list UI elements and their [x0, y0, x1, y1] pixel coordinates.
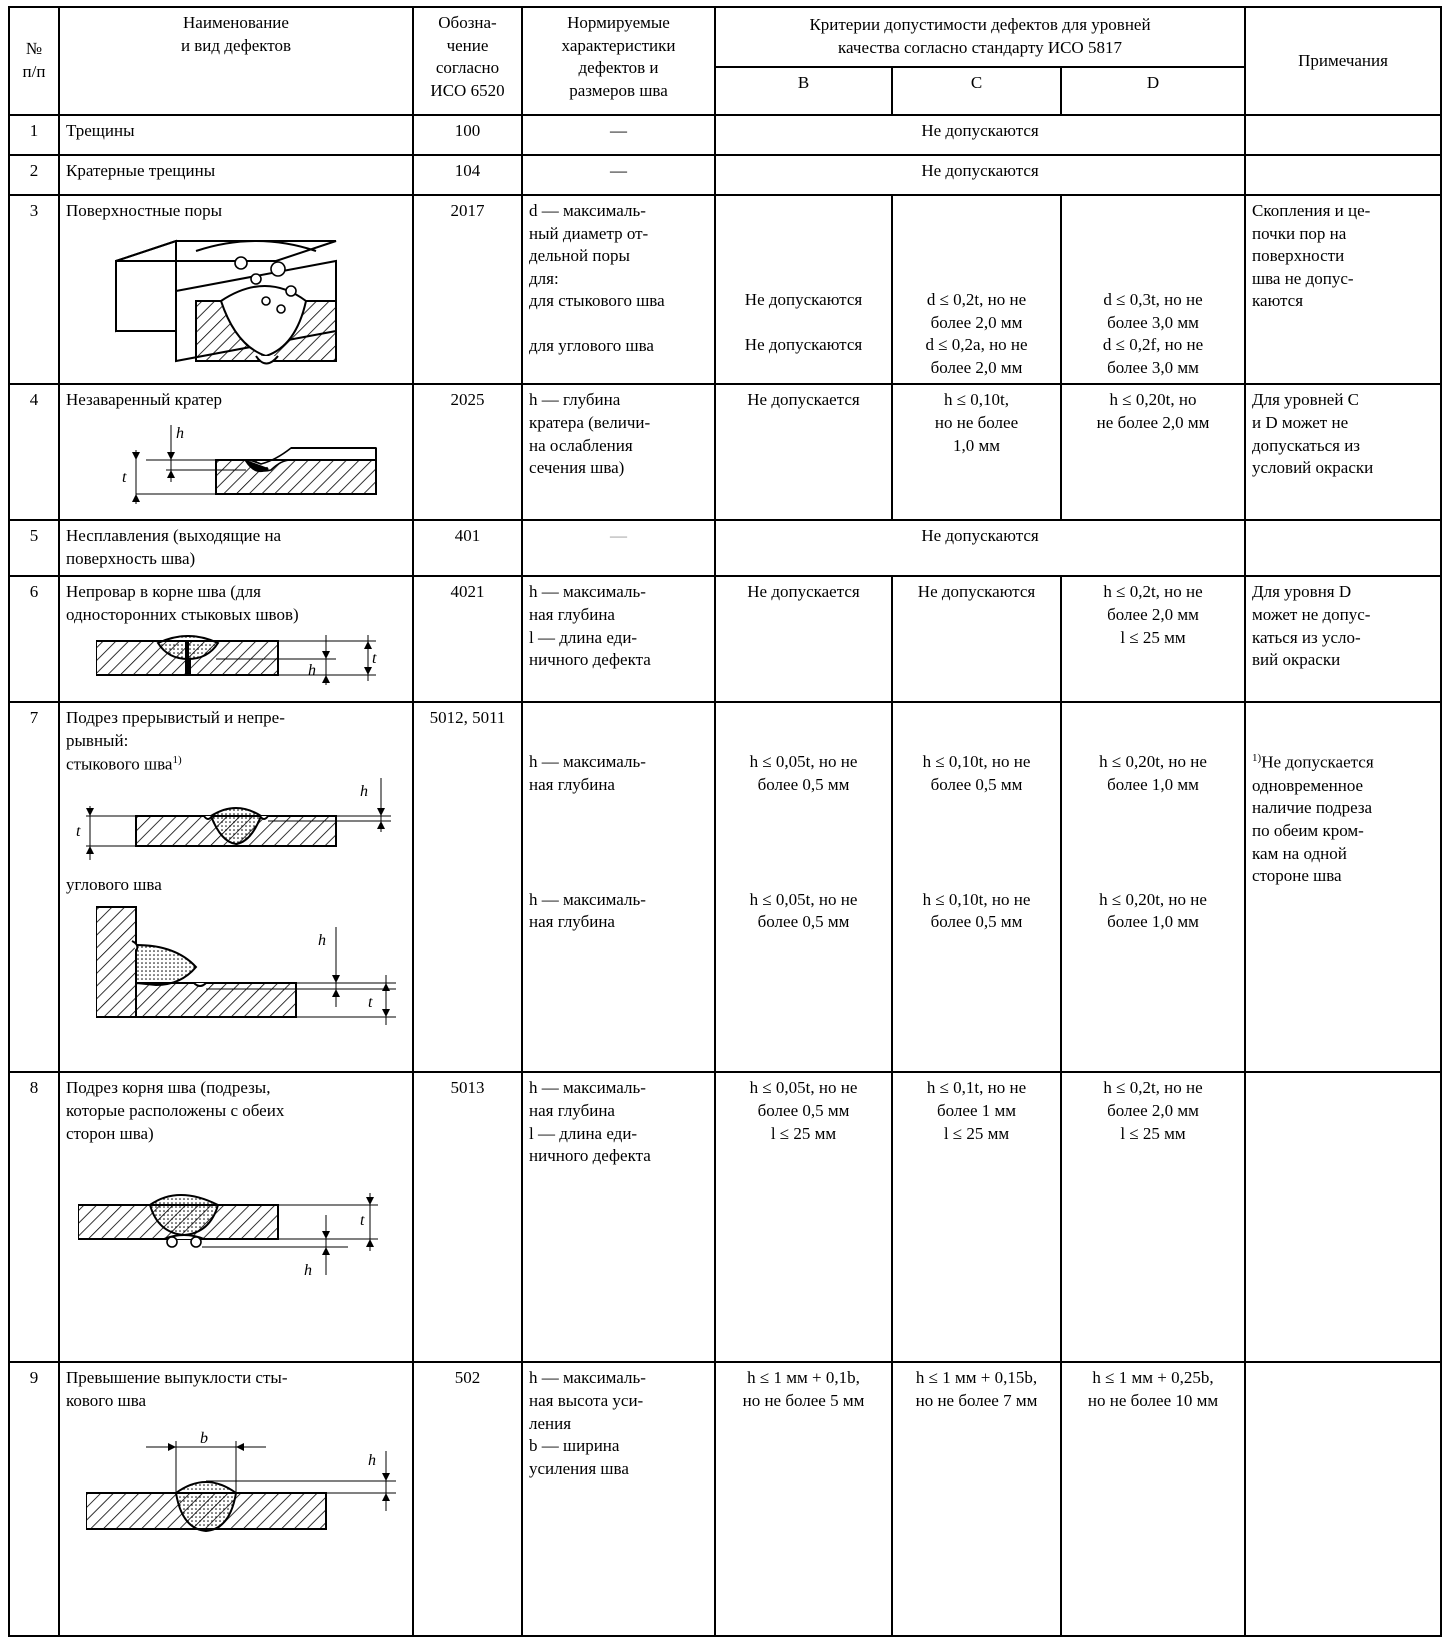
level-d: h ≤ 1 мм + 0,25b, но не более 10 мм — [1061, 1362, 1245, 1636]
row-norm: h — максималь- ная высота уси- ления b — ширина усиления шва — [522, 1362, 715, 1636]
row-name-text: Подрез корня шва (подрезы, которые расположены с обеих сторон шва) — [66, 1078, 285, 1143]
level-b: Не допускается — [715, 384, 892, 520]
row-name — [59, 702, 413, 1072]
level-d — [1061, 702, 1245, 1072]
row-num: 9 — [9, 1362, 59, 1636]
level-c-fillet: h ≤ 0,10t, но не более 0,5 мм — [922, 889, 1031, 932]
table-row — [9, 702, 1441, 1072]
header-num: № п/п — [9, 7, 59, 115]
level-d-butt: d ≤ 0,3t, но не более 3,0 мм — [1103, 290, 1203, 332]
row-name — [59, 195, 413, 384]
row-name-text: Превышение выпуклости сты- кового шва — [66, 1368, 288, 1411]
header-level-d: D — [1061, 67, 1245, 115]
row-name: Несплавления (выходящие на поверхность шва) — [59, 520, 413, 576]
level-c: h ≤ 1 мм + 0,15b, но не более 7 мм — [892, 1362, 1061, 1636]
header-notes: Примечания — [1245, 7, 1441, 115]
row-name-text: Поверхностные поры — [66, 201, 223, 220]
table-row — [9, 1072, 1441, 1362]
row-name-text: Подрез прерывистый и непре- рывный: — [66, 708, 285, 751]
dim-h-label: h — [176, 425, 184, 443]
row-norm — [522, 195, 715, 384]
level-c-butt: h ≤ 0,10t, но не более 0,5 мм — [922, 752, 1031, 795]
row-name-butt — [66, 753, 406, 776]
row-norm: h — глубина кратера (величи- на ослабления сечения шва) — [522, 384, 715, 520]
row-norm: — — [522, 115, 715, 155]
butt-undercut-diagram — [76, 776, 396, 866]
dim-h-label: h — [304, 1262, 312, 1280]
excess-convexity-diagram — [86, 1431, 406, 1541]
row-notes — [1245, 702, 1441, 1072]
level-c: h ≤ 0,10t, но не более 1,0 мм — [892, 384, 1061, 520]
level-c: h ≤ 0,1t, но не более 1 мм l ≤ 25 мм — [892, 1072, 1061, 1362]
row-name-text: Непровар в корне шва (для односторонних стыковых швов) — [66, 582, 299, 625]
level-b-butt: h ≤ 0,05t, но не более 0,5 мм — [749, 752, 858, 795]
unfilled-crater-diagram — [106, 420, 386, 510]
row-notes: Скопления и це- почки пор на поверхности шва не допус- каются — [1245, 195, 1441, 384]
dim-h-label: h — [360, 782, 368, 800]
header-code: Обозна- чение согласно ИСО 6520 — [413, 7, 522, 115]
row-name — [59, 1072, 413, 1362]
dim-t-label: t — [360, 1212, 365, 1230]
row-name — [59, 576, 413, 702]
level-d-fillet: h ≤ 0,20t, но не более 1,0 мм — [1099, 889, 1207, 932]
dim-t-label: t — [76, 822, 81, 840]
dim-b-label: b — [200, 1430, 208, 1447]
row-code: 4021 — [413, 576, 522, 702]
level-b — [715, 195, 892, 384]
dim-t-label: t — [372, 649, 377, 667]
root-undercut-diagram — [78, 1185, 388, 1285]
level-d-butt: h ≤ 0,20t, но не более 1,0 мм — [1099, 752, 1207, 795]
table-row — [9, 155, 1441, 195]
level-d-fillet: d ≤ 0,2f, но не более 3,0 мм — [1102, 335, 1204, 377]
level-b: Не допускается — [715, 576, 892, 702]
row-notes — [1245, 1072, 1441, 1362]
level-b: h ≤ 0,05t, но не более 0,5 мм l ≤ 25 мм — [715, 1072, 892, 1362]
row-num: 5 — [9, 520, 59, 576]
table-row — [9, 1362, 1441, 1636]
row-norm — [522, 702, 715, 1072]
lack-of-penetration-diagram — [96, 635, 386, 685]
level-b — [715, 702, 892, 1072]
level-c: Не допускаются — [892, 576, 1061, 702]
row-notes: Для уровней C и D может не допускаться из условий окраски — [1245, 384, 1441, 520]
row-name — [59, 384, 413, 520]
row-code: 5012, 5011 — [413, 702, 522, 1072]
norm-main: d — максималь- ный диаметр от- дельной поры для: — [529, 201, 649, 288]
row-norm: h — максималь- ная глубина l — длина еди- ничного дефекта — [522, 1072, 715, 1362]
row-name: Трещины — [59, 115, 413, 155]
level-b-butt: Не допускаются — [744, 290, 863, 309]
table-row — [9, 520, 1441, 576]
row-num: 4 — [9, 384, 59, 520]
level-c — [892, 702, 1061, 1072]
footnote-mark: 1) — [1252, 752, 1262, 765]
level-d — [1061, 195, 1245, 384]
row-num: 1 — [9, 115, 59, 155]
row-code: 100 — [413, 115, 522, 155]
row-num: 2 — [9, 155, 59, 195]
row-notes — [1245, 1362, 1441, 1636]
surface-pores-diagram — [106, 231, 356, 371]
row-criteria: Не допускаются — [715, 115, 1245, 155]
dim-t-label: t — [122, 469, 127, 487]
norm-fillet: h — максималь- ная глубина — [529, 889, 646, 932]
header-norm: Нормируемые характеристики дефектов и размеров шва — [522, 7, 715, 115]
dim-h-label: h — [308, 661, 316, 679]
footnote-text: Не допускается одновременное наличие подреза по обеим кром- кам на одной стороне шва — [1252, 753, 1374, 886]
butt-weld-label: стыкового шва — [66, 754, 173, 774]
row-code: 5013 — [413, 1072, 522, 1362]
row-code: 2025 — [413, 384, 522, 520]
row-notes: Для уровня D может не допус- каться из усло- вий окраски — [1245, 576, 1441, 702]
dim-h-label: h — [368, 1451, 376, 1469]
level-b: h ≤ 1 мм + 0,1b, но не более 5 мм — [715, 1362, 892, 1636]
row-notes — [1245, 155, 1441, 195]
row-criteria: Не допускаются — [715, 520, 1245, 576]
level-c-fillet: d ≤ 0,2a, но не более 2,0 мм — [925, 335, 1028, 377]
row-num: 3 — [9, 195, 59, 384]
row-norm: — — [522, 155, 715, 195]
fillet-undercut-diagram — [96, 897, 413, 1027]
norm-butt: для стыкового шва — [529, 291, 665, 311]
table-row — [9, 195, 1441, 384]
row-name-text: Незаваренный кратер — [66, 390, 222, 410]
level-d: h ≤ 0,20t, но не более 2,0 мм — [1061, 384, 1245, 520]
row-notes — [1245, 520, 1441, 576]
header-criteria: Критерии допустимости дефектов для уровней качества согласно стандарту ИСО 5817 — [715, 7, 1245, 67]
row-criteria: Не допускаются — [715, 155, 1245, 195]
row-name: Кратерные трещины — [59, 155, 413, 195]
table-row — [9, 576, 1441, 702]
row-name — [59, 1362, 413, 1636]
dim-t-label: t — [368, 993, 373, 1011]
row-num: 7 — [9, 702, 59, 1072]
header-level-b: B — [715, 67, 892, 115]
fillet-weld-label: углового шва — [66, 874, 162, 894]
row-code: 2017 — [413, 195, 522, 384]
level-b-fillet: Не допускаются — [744, 334, 863, 354]
header-level-c: C — [892, 67, 1061, 115]
row-code: 502 — [413, 1362, 522, 1636]
defects-table — [8, 6, 1442, 1637]
level-d: h ≤ 0,2t, но не более 2,0 мм l ≤ 25 мм — [1061, 576, 1245, 702]
footnote-ref: 1) — [172, 753, 182, 766]
level-d: h ≤ 0,2t, но не более 2,0 мм l ≤ 25 мм — [1061, 1072, 1245, 1362]
row-num: 6 — [9, 576, 59, 702]
level-c-butt: d ≤ 0,2t, но не более 2,0 мм — [926, 290, 1027, 332]
norm-butt: h — максималь- ная глубина — [529, 752, 646, 795]
table-row — [9, 384, 1441, 520]
row-norm: — — [522, 520, 715, 576]
header-name: Наименование и вид дефектов — [59, 7, 413, 115]
row-code: 104 — [413, 155, 522, 195]
level-b-fillet: h ≤ 0,05t, но не более 0,5 мм — [749, 889, 858, 932]
row-norm: h — максималь- ная глубина l — длина еди- ничного дефекта — [522, 576, 715, 702]
dim-h-label: h — [318, 931, 326, 949]
norm-fillet: для углового шва — [529, 336, 654, 356]
table-row — [9, 115, 1441, 155]
row-num: 8 — [9, 1072, 59, 1362]
level-c — [892, 195, 1061, 384]
row-notes — [1245, 115, 1441, 155]
row-code: 401 — [413, 520, 522, 576]
